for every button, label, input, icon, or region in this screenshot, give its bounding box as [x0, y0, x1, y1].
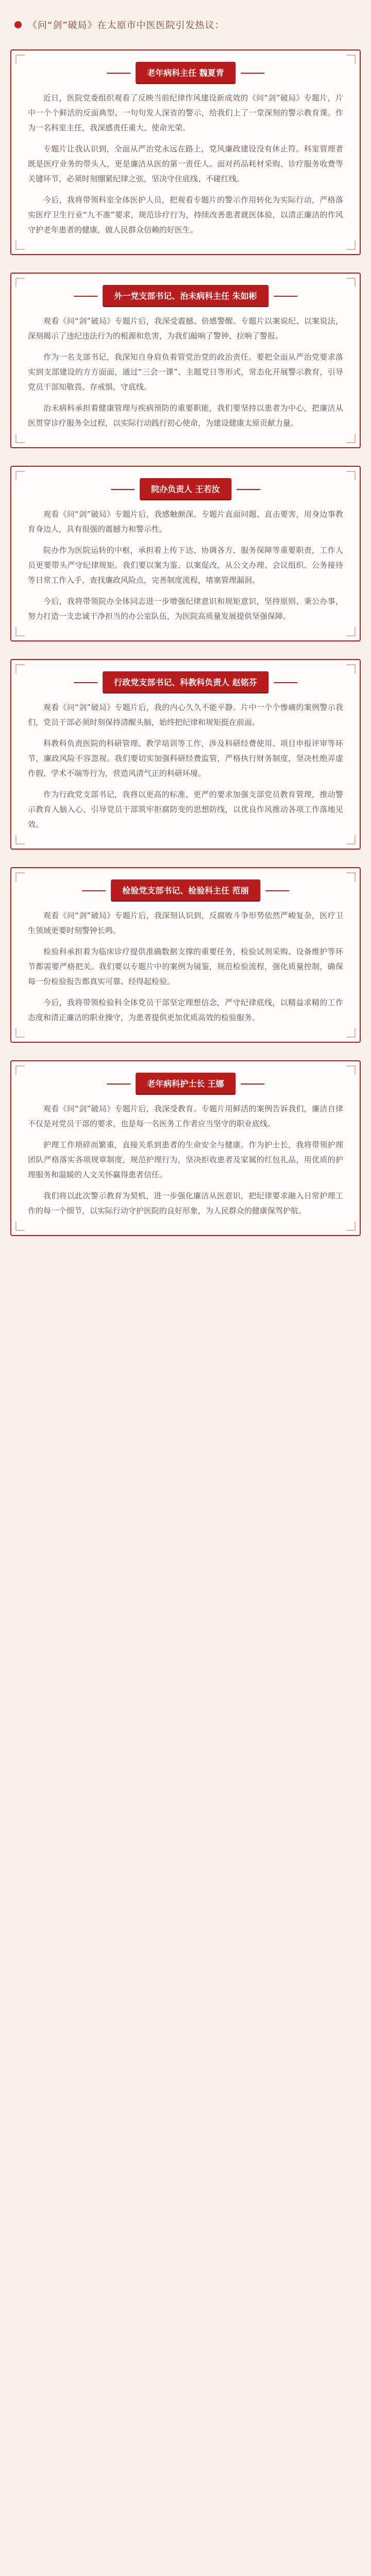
section-card [10, 659, 361, 850]
speaker-banner: 院办负责人 王若汝 [140, 478, 231, 499]
section-paragraph: 今后，我将带领院办全体同志进一步增强纪律意识和规矩意识，坚持原则、秉公办事，努力打造一支忠诚干净担当的办公室队伍，为医院高质量发展提供坚强保障。 [28, 597, 343, 621]
corner-ornament-icon [346, 1065, 356, 1075]
section-paragraph: 观看《问“剑”破局》专题片后，我感触颇深。专题片直面问题、直击要害，用身边事教育身边人，具有很强的震撼力和警示性。 [28, 510, 343, 534]
section-card [10, 49, 361, 255]
corner-ornament-icon [346, 1028, 356, 1038]
corner-ornament-icon [15, 872, 25, 882]
section-paragraph: 治未病科承担着健康管理与疾病预防的重要职能，我们要坚持以患者为中心，把廉洁从医贯穿诊疗服务全过程，以实际行动践行初心使命，为建设健康太原贡献力量。 [28, 403, 343, 428]
section-paragraph: 专题片让我认识到，全面从严治党永远在路上，党风廉政建设没有休止符。科室管理者既是医疗业务的带头人，更是廉洁从医的第一责任人。面对药品耗材采购、诊疗服务收费等关键环节，必须时刻绷紧纪律之弦，坚决守住底线、不碰红线。 [28, 144, 343, 183]
corner-ornament-icon [346, 872, 356, 882]
corner-ornament-icon [15, 664, 25, 673]
corner-ornament-icon [346, 1222, 356, 1231]
corner-ornament-icon [346, 55, 356, 64]
corner-ornament-icon [15, 627, 25, 636]
section-paragraph: 检验科承担着为临床诊疗提供准确数据支撑的重要任务，检验试剂采购、设备维护等环节都需要严格把关。我们要以专题片中的案例为镜鉴，规范检验流程，强化质量控制，确保每一份检验报告都真实可靠、经得起检验。 [28, 947, 343, 986]
section-paragraph: 观看《问“剑”破局》专题片后，我深受教育。专题片用鲜活的案例告诉我们，廉洁自律不仅是对党员干部的要求，也是每一名医务工作者应当坚守的职业底线。 [28, 1104, 343, 1128]
section-paragraph: 作为行政党支部书记，我将以更高的标准、更严的要求加强支部党员教育管理，推动警示教育入脑入心，引导党员干部筑牢拒腐防变的思想防线，以优良作风推动各项工作落地见效。 [28, 790, 343, 829]
corner-ornament-icon [346, 241, 356, 250]
section-paragraph: 观看《问“剑”破局》专题片后，我的内心久久不能平静。片中一个个惨痛的案例警示我们，党员干部必须时刻保持清醒头脑，始终把纪律和规矩挺在前面。 [28, 703, 343, 727]
corner-ornament-icon [15, 1065, 25, 1075]
corner-ornament-icon [15, 471, 25, 480]
section-paragraph: 观看《问“剑”破局》专题片后，我深刻认识到，反腐败斗争形势依然严峻复杂，医疗卫生领域更要时刻警钟长鸣。 [28, 911, 343, 935]
section-paragraph: 科教科负责医院的科研管理、教学培训等工作，涉及科研经费使用、项目申报评审等环节，廉政风险不容忽视。我们要切实加强科研经费监管，严格执行财务制度，坚决杜绝弄虚作假、学术不端等行为，营造风清气正的科研环境。 [28, 739, 343, 778]
corner-ornament-icon [346, 471, 356, 480]
corner-ornament-icon [15, 55, 25, 64]
speaker-banner: 外一党支部书记、治未病科主任 朱如彬 [103, 285, 268, 306]
bullet-dot-icon [14, 21, 22, 28]
section-paragraph: 院办作为医院运转的中枢，承担着上传下达、协调各方、服务保障等重要职责，工作人员更要带头严守纪律规矩。我们要以案为鉴、以案促改，从公文办理、会议组织、公务接待等日常工作入手，查找廉政风险点，完善制度流程，堵塞管理漏洞。 [28, 546, 343, 585]
speaker-banner: 检验党支部书记、检验科主任 范丽 [111, 879, 260, 901]
corner-ornament-icon [346, 434, 356, 443]
corner-ornament-icon [15, 278, 25, 287]
corner-ornament-icon [346, 278, 356, 287]
section-card [10, 466, 361, 641]
section-paragraph: 作为一名支部书记，我深知自身肩负着管党治党的政治责任。要把全面从严治党要求落实到支部建设的方方面面，通过“三会一课”、主题党日等形式，常态化开展警示教育，引导党员干部知敬畏、存戒惧、守底线。 [28, 352, 343, 392]
section-paragraph: 近日，医院党委组织观看了反映当前纪律作风建设新成效的《问“剑”破局》专题片，片中一个个鲜活的反面典型、一句句发人深省的警示，给我们上了一堂深刻的警示教育课。作为一名科室主任，我深感责任重大、使命光荣。 [28, 93, 343, 132]
section-paragraph: 护理工作琐碎而繁重，直接关系到患者的生命安全与健康。作为护士长，我将带领护理团队严格落实各项规章制度，规范护理行为，坚决拒收患者及家属的红包礼品，用优质的护理服务和温暖的人文关怀赢得患者信任。 [28, 1140, 343, 1179]
article-intro-title: 《问“剑”破局》在太原市中医医院引发热议： [28, 20, 225, 31]
speaker-banner: 老年病科主任 魏夏青 [136, 62, 235, 83]
corner-ornament-icon [15, 1222, 25, 1231]
corner-ornament-icon [15, 835, 25, 844]
section-card [10, 867, 361, 1043]
corner-ornament-icon [15, 1028, 25, 1038]
speaker-banner: 行政党支部书记、科教科负责人 赵铭芬 [103, 671, 268, 692]
section-paragraph: 观看《问“剑”破局》专题片后，我深受震撼、倍感警醒。专题片以案说纪、以案说法，深刻揭示了违纪违法行为的根源和危害，为我们敲响了警钟、拉响了警报。 [28, 316, 343, 341]
corner-ornament-icon [346, 835, 356, 844]
section-paragraph: 我们将以此次警示教育为契机，进一步强化廉洁从医意识，把纪律要求融入日常护理工作的每一个细节，以实际行动守护医院的良好形象，为人民群众的健康保驾护航。 [28, 1191, 343, 1215]
section-card [10, 273, 361, 448]
sections-list [0, 49, 371, 1236]
speaker-banner: 老年病科护士长 王娜 [136, 1073, 235, 1094]
corner-ornament-icon [346, 627, 356, 636]
section-paragraph: 今后，我将带领检验科全体党员干部坚定理想信念，严守纪律底线，以精益求精的工作态度和清正廉洁的职业操守，为患者提供更加优质高效的检验服务。 [28, 998, 343, 1022]
corner-ornament-icon [15, 434, 25, 443]
corner-ornament-icon [15, 241, 25, 250]
article-header [0, 0, 371, 49]
section-paragraph: 今后，我将带领科室全体医护人员，把观看专题片的警示作用转化为实际行动，严格落实医疗卫生行业“九不准”要求，规范诊疗行为，持续改善患者就医体验，以清正廉洁的作风守护老年患者的健康，做人民群众信赖的好医生。 [28, 195, 343, 234]
section-card [10, 1060, 361, 1236]
corner-ornament-icon [346, 664, 356, 673]
